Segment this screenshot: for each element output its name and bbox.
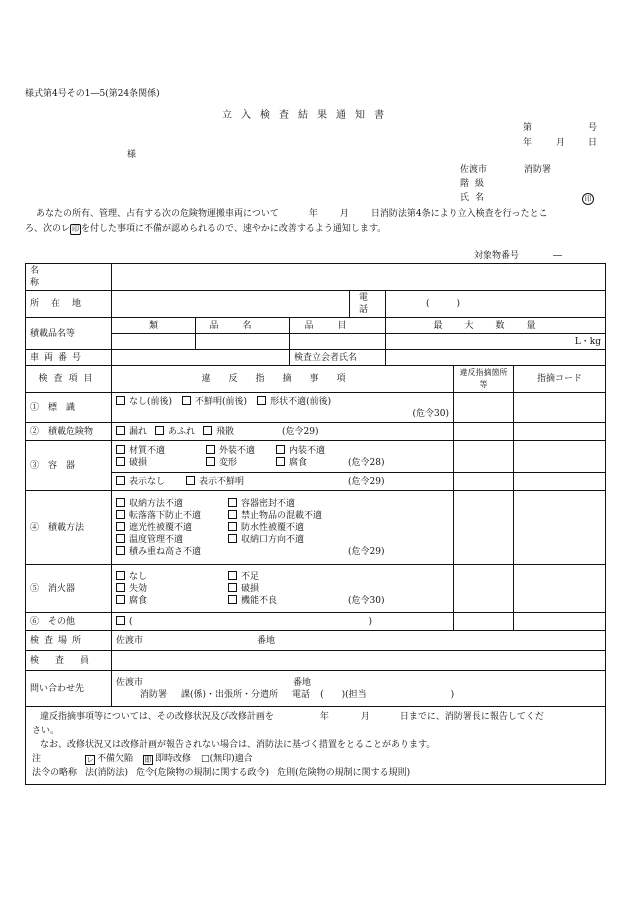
opt-fall: 転落落下防止不適: [129, 510, 202, 521]
report-month: 月: [360, 712, 370, 722]
opt-expired: 失効: [129, 583, 148, 594]
row-loading-options: [112, 491, 454, 565]
location-field[interactable]: [454, 491, 514, 565]
contact-label: 問い合わせ先: [30, 683, 85, 694]
intro-line1: [36, 210, 548, 219]
inspector-label-cell: [26, 651, 112, 671]
legend-immediate: 即時改修: [155, 754, 192, 764]
row-cargo-label: ② 積載危険物: [30, 426, 94, 437]
dai-label: 第: [523, 123, 533, 133]
checkbox[interactable]: [276, 457, 285, 466]
row-extinguisher-options: [112, 565, 454, 613]
row-container-label-options: [112, 473, 454, 491]
witness-label: 検査立会者氏名: [294, 352, 358, 363]
contact-city: 佐渡市: [116, 677, 144, 688]
col-location-header: [454, 366, 514, 393]
paren-close: ): [368, 616, 373, 627]
checkbox[interactable]: [116, 498, 125, 507]
report-text-a: 違反指摘事項等については、その改修状況及び改修計画を: [40, 712, 274, 722]
cargo-type-label: 類: [148, 320, 158, 331]
check-mark-icon: レ: [86, 756, 94, 764]
opt-damage: 破損: [241, 583, 260, 594]
checkbox[interactable]: [116, 426, 125, 435]
place-label-cell: [26, 631, 112, 651]
checkbox[interactable]: [116, 445, 125, 454]
checkbox[interactable]: [228, 498, 237, 507]
opt-unclear: 不鮮明(前後): [195, 396, 248, 407]
col-violation-label: 違反指摘事項: [201, 374, 364, 384]
opt-damage: 破損: [129, 457, 148, 468]
place-city: 佐渡市: [116, 635, 144, 646]
contact-phone-paren: ( ): [320, 689, 346, 700]
contact-phone-label: 電話: [292, 689, 311, 700]
vehicle-label-cell: [26, 350, 112, 366]
opt-shape: 形状不適(前後): [270, 396, 332, 407]
row-other-label: ⑥ その他: [30, 616, 76, 627]
intro-month: 月: [339, 209, 349, 219]
inspector-field[interactable]: [112, 651, 606, 671]
opt-scatter: 飛散: [216, 426, 235, 437]
seal-icon: 印: [582, 193, 594, 205]
checkbox[interactable]: [116, 396, 125, 405]
checkbox[interactable]: [116, 534, 125, 543]
opt-opening: 収納口方向不適: [241, 534, 305, 545]
opt-seal: 容器密封不適: [241, 498, 296, 509]
cargo-item-label: 品目: [304, 320, 371, 331]
checkbox[interactable]: [206, 457, 215, 466]
checkbox[interactable]: [228, 595, 237, 604]
location-field[interactable]: [454, 565, 514, 613]
addressee-sama: 様: [127, 150, 137, 160]
intro-text-a: あなたの所有、管理、占有する次の危険物運搬車両について: [36, 209, 279, 219]
empty-box-icon: □: [201, 754, 210, 764]
cargo-label: 積載品名等: [30, 328, 76, 339]
location-field[interactable]: [454, 393, 514, 423]
checkbox[interactable]: [116, 583, 125, 592]
code-field[interactable]: [514, 565, 606, 613]
address-label-cell: [26, 291, 112, 318]
opt-corrosion: 腐食: [129, 595, 148, 606]
contact-label-cell: [26, 671, 112, 707]
code-field[interactable]: [514, 473, 606, 491]
ref-label: (危令30): [412, 408, 449, 419]
phone-label-cell: [350, 291, 386, 318]
footer-notes: [26, 707, 606, 785]
phone-label: 電話: [358, 293, 376, 315]
checkbox[interactable]: [228, 583, 237, 592]
code-field[interactable]: [514, 491, 606, 565]
checkbox[interactable]: [228, 534, 237, 543]
row-sign-label-cell: [26, 393, 112, 423]
intro-text-d: を付した事項に不備が認められるので、速やかに改善するよう通知します。: [81, 224, 387, 234]
cargo-name-header: [196, 318, 290, 334]
cargo-type-field[interactable]: [112, 334, 196, 350]
checkbox[interactable]: [116, 595, 125, 604]
note-text: なお、改修状況又は改修計画が報告されない場合は、消防法に基づく措置をとることがあります。: [40, 740, 436, 750]
cargo-label-cell: [26, 318, 112, 350]
cargo-name-label: 品名: [209, 320, 276, 331]
cargo-unit: L・kg: [574, 336, 602, 347]
opt-mixed: 禁止物品の混載不適: [241, 510, 323, 521]
opt-leak: 漏れ: [129, 426, 148, 437]
cargo-max-header: [386, 318, 606, 334]
cargo-type-header: [112, 318, 196, 334]
check-mark-icon: 印: [72, 225, 80, 233]
cargo-name-field[interactable]: [196, 334, 290, 350]
inspection-form-table: [25, 263, 606, 785]
name-label-cell: [26, 264, 112, 291]
issuer-city: 佐渡市: [460, 165, 488, 175]
checkbox[interactable]: [116, 571, 125, 580]
vehicle-field[interactable]: [112, 350, 290, 366]
row-extinguisher-label: ⑤ 消火器: [30, 583, 76, 594]
rank-label: 階級: [460, 179, 491, 189]
row-loading-label-cell: [26, 491, 112, 565]
checkbox[interactable]: [116, 510, 125, 519]
report-year: 年: [319, 712, 329, 722]
legend-label: 注: [32, 754, 42, 764]
vehicle-label: 車両番号: [30, 352, 87, 363]
opt-inner: 内装不適: [289, 445, 326, 456]
abbr-label: 法令の略称: [32, 768, 78, 778]
contact-section: 課(係)・出張所・分遣所: [181, 689, 279, 700]
opt-waterproof: 防水性被覆不適: [241, 522, 305, 533]
place-field[interactable]: [112, 631, 606, 651]
opt-deform: 変形: [219, 457, 238, 468]
document-title: 立入検査結果通知書: [222, 110, 393, 121]
col-code-label: 指摘コード: [537, 374, 583, 384]
name-label: 氏名: [460, 193, 491, 203]
opt-none: なし: [129, 571, 148, 582]
checkbox[interactable]: [116, 616, 125, 625]
checkbox[interactable]: [155, 426, 164, 435]
code-field[interactable]: [514, 441, 606, 473]
intro-text-b: 日消防法第4条により立入検査を行ったとこ: [370, 209, 548, 219]
place-label: 検査場所: [30, 635, 87, 646]
row-extinguisher-label-cell: [26, 565, 112, 613]
checkbox[interactable]: [228, 522, 237, 531]
checkbox[interactable]: [116, 457, 125, 466]
cargo-max-field[interactable]: [386, 334, 606, 350]
abbr-law: 法(消防法): [85, 768, 129, 778]
address-label: 所在地: [30, 299, 94, 309]
contact-banchi: 番地: [293, 677, 312, 688]
ref-label: (危令29): [282, 426, 319, 437]
name-label: 名称: [30, 266, 72, 288]
checkbox[interactable]: [116, 476, 125, 485]
opt-shortage: 不足: [241, 571, 260, 582]
checkbox[interactable]: [276, 445, 285, 454]
row-other-label-cell: [26, 613, 112, 631]
opt-corrosion: 腐食: [289, 457, 308, 468]
intro-text-c: ろ、次のレ: [25, 224, 71, 234]
contact-station: 消防署: [140, 689, 168, 700]
row-cargo-label-cell: [26, 423, 112, 441]
place-banchi: 番地: [257, 635, 276, 646]
contact-person: (担当: [345, 689, 367, 700]
row-loading-label: ④ 積載方法: [30, 522, 85, 533]
checkbox[interactable]: [186, 476, 195, 485]
opt-temperature: 温度管理不適: [129, 534, 184, 545]
checkbox[interactable]: [228, 571, 237, 580]
intro-year: 年: [308, 209, 318, 219]
opt-material: 材質不適: [129, 445, 166, 456]
legend-compliant: (無印)適合: [209, 754, 253, 764]
col-item-label: 検査項目: [38, 374, 99, 384]
location-field[interactable]: [454, 441, 514, 473]
opt-overflow: あふれ: [168, 426, 196, 437]
col-item-header: [26, 366, 112, 393]
cargo-item-header: [290, 318, 386, 334]
checkbox[interactable]: [182, 396, 191, 405]
address-field[interactable]: [112, 291, 350, 318]
col-violation-header: [112, 366, 454, 393]
report-text-c: さい。: [32, 726, 60, 736]
row-sign-options: [112, 393, 454, 423]
row-sign-label: ① 標 識: [30, 402, 76, 413]
contact-close: ): [450, 689, 455, 700]
checkbox[interactable]: [228, 510, 237, 519]
legend-deficiency: 不備欠陥: [97, 754, 134, 764]
opt-malfunction: 機能不良: [241, 595, 278, 606]
row-container-label-cell: [26, 441, 112, 491]
witness-label-cell: [290, 350, 386, 366]
cargo-item-field[interactable]: [290, 334, 386, 350]
location-field[interactable]: [454, 423, 514, 441]
year-label: 年: [523, 138, 533, 148]
abbr-rule: 危則(危険物の規制に関する規則): [277, 768, 411, 778]
code-field[interactable]: [514, 423, 606, 441]
day-label: 日: [588, 138, 598, 148]
object-number-label: 対象物番号: [474, 251, 520, 261]
contact-field: [112, 671, 606, 707]
month-label: 月: [556, 138, 566, 148]
checkbox[interactable]: [257, 396, 266, 405]
report-text-b: 日までに、消防署長に報告してくだ: [399, 712, 544, 722]
opt-unclear-label: 表示不鮮明: [199, 476, 245, 487]
opt-no-label: 表示なし: [129, 476, 166, 487]
opt-none: なし(前後): [129, 396, 173, 407]
opt-outer: 外装不適: [219, 445, 256, 456]
go-label: 号: [588, 123, 598, 133]
paren-open: (: [129, 616, 133, 627]
row-container-label: ③ 容 器: [30, 460, 76, 471]
issuer-station: 消防署: [524, 165, 552, 175]
ref-label: (危令28): [348, 457, 385, 468]
object-number-dash: ―: [553, 251, 562, 261]
abbr-order: 危令(危険物の規制に関する政令): [136, 768, 270, 778]
opt-storage: 収納方法不適: [129, 498, 184, 509]
col-location-label: 違反指摘箇所等: [459, 368, 508, 389]
phone-paren: ( ): [426, 299, 461, 309]
immediate-mark-icon: 即: [144, 756, 152, 764]
checkbox[interactable]: [206, 445, 215, 454]
row-container-options: [112, 441, 454, 473]
ref-label: (危令29): [348, 546, 385, 557]
checkbox[interactable]: [203, 426, 212, 435]
ref-label: (危令30): [348, 595, 385, 606]
location-field[interactable]: [454, 473, 514, 491]
ref-label: (危令29): [348, 476, 385, 487]
row-cargo-options: [112, 423, 454, 441]
opt-stack: 積み重ね高さ不適: [129, 546, 202, 557]
name-field[interactable]: [112, 264, 606, 291]
checkbox[interactable]: [116, 522, 125, 531]
location-field[interactable]: [454, 613, 514, 631]
form-number: 様式第4号その1―5(第24条関係): [25, 89, 160, 99]
cargo-max-label: 最大数量: [433, 320, 558, 331]
witness-field[interactable]: [386, 350, 606, 366]
code-field[interactable]: [514, 393, 606, 423]
row-other-options: [112, 613, 454, 631]
col-code-header: [514, 366, 606, 393]
inspector-label: 検査員: [30, 655, 106, 666]
phone-field[interactable]: [386, 291, 606, 318]
code-field[interactable]: [514, 613, 606, 631]
opt-shade: 遮光性被覆不適: [129, 522, 193, 533]
checkbox[interactable]: [116, 546, 125, 555]
intro-line2: [25, 224, 386, 235]
